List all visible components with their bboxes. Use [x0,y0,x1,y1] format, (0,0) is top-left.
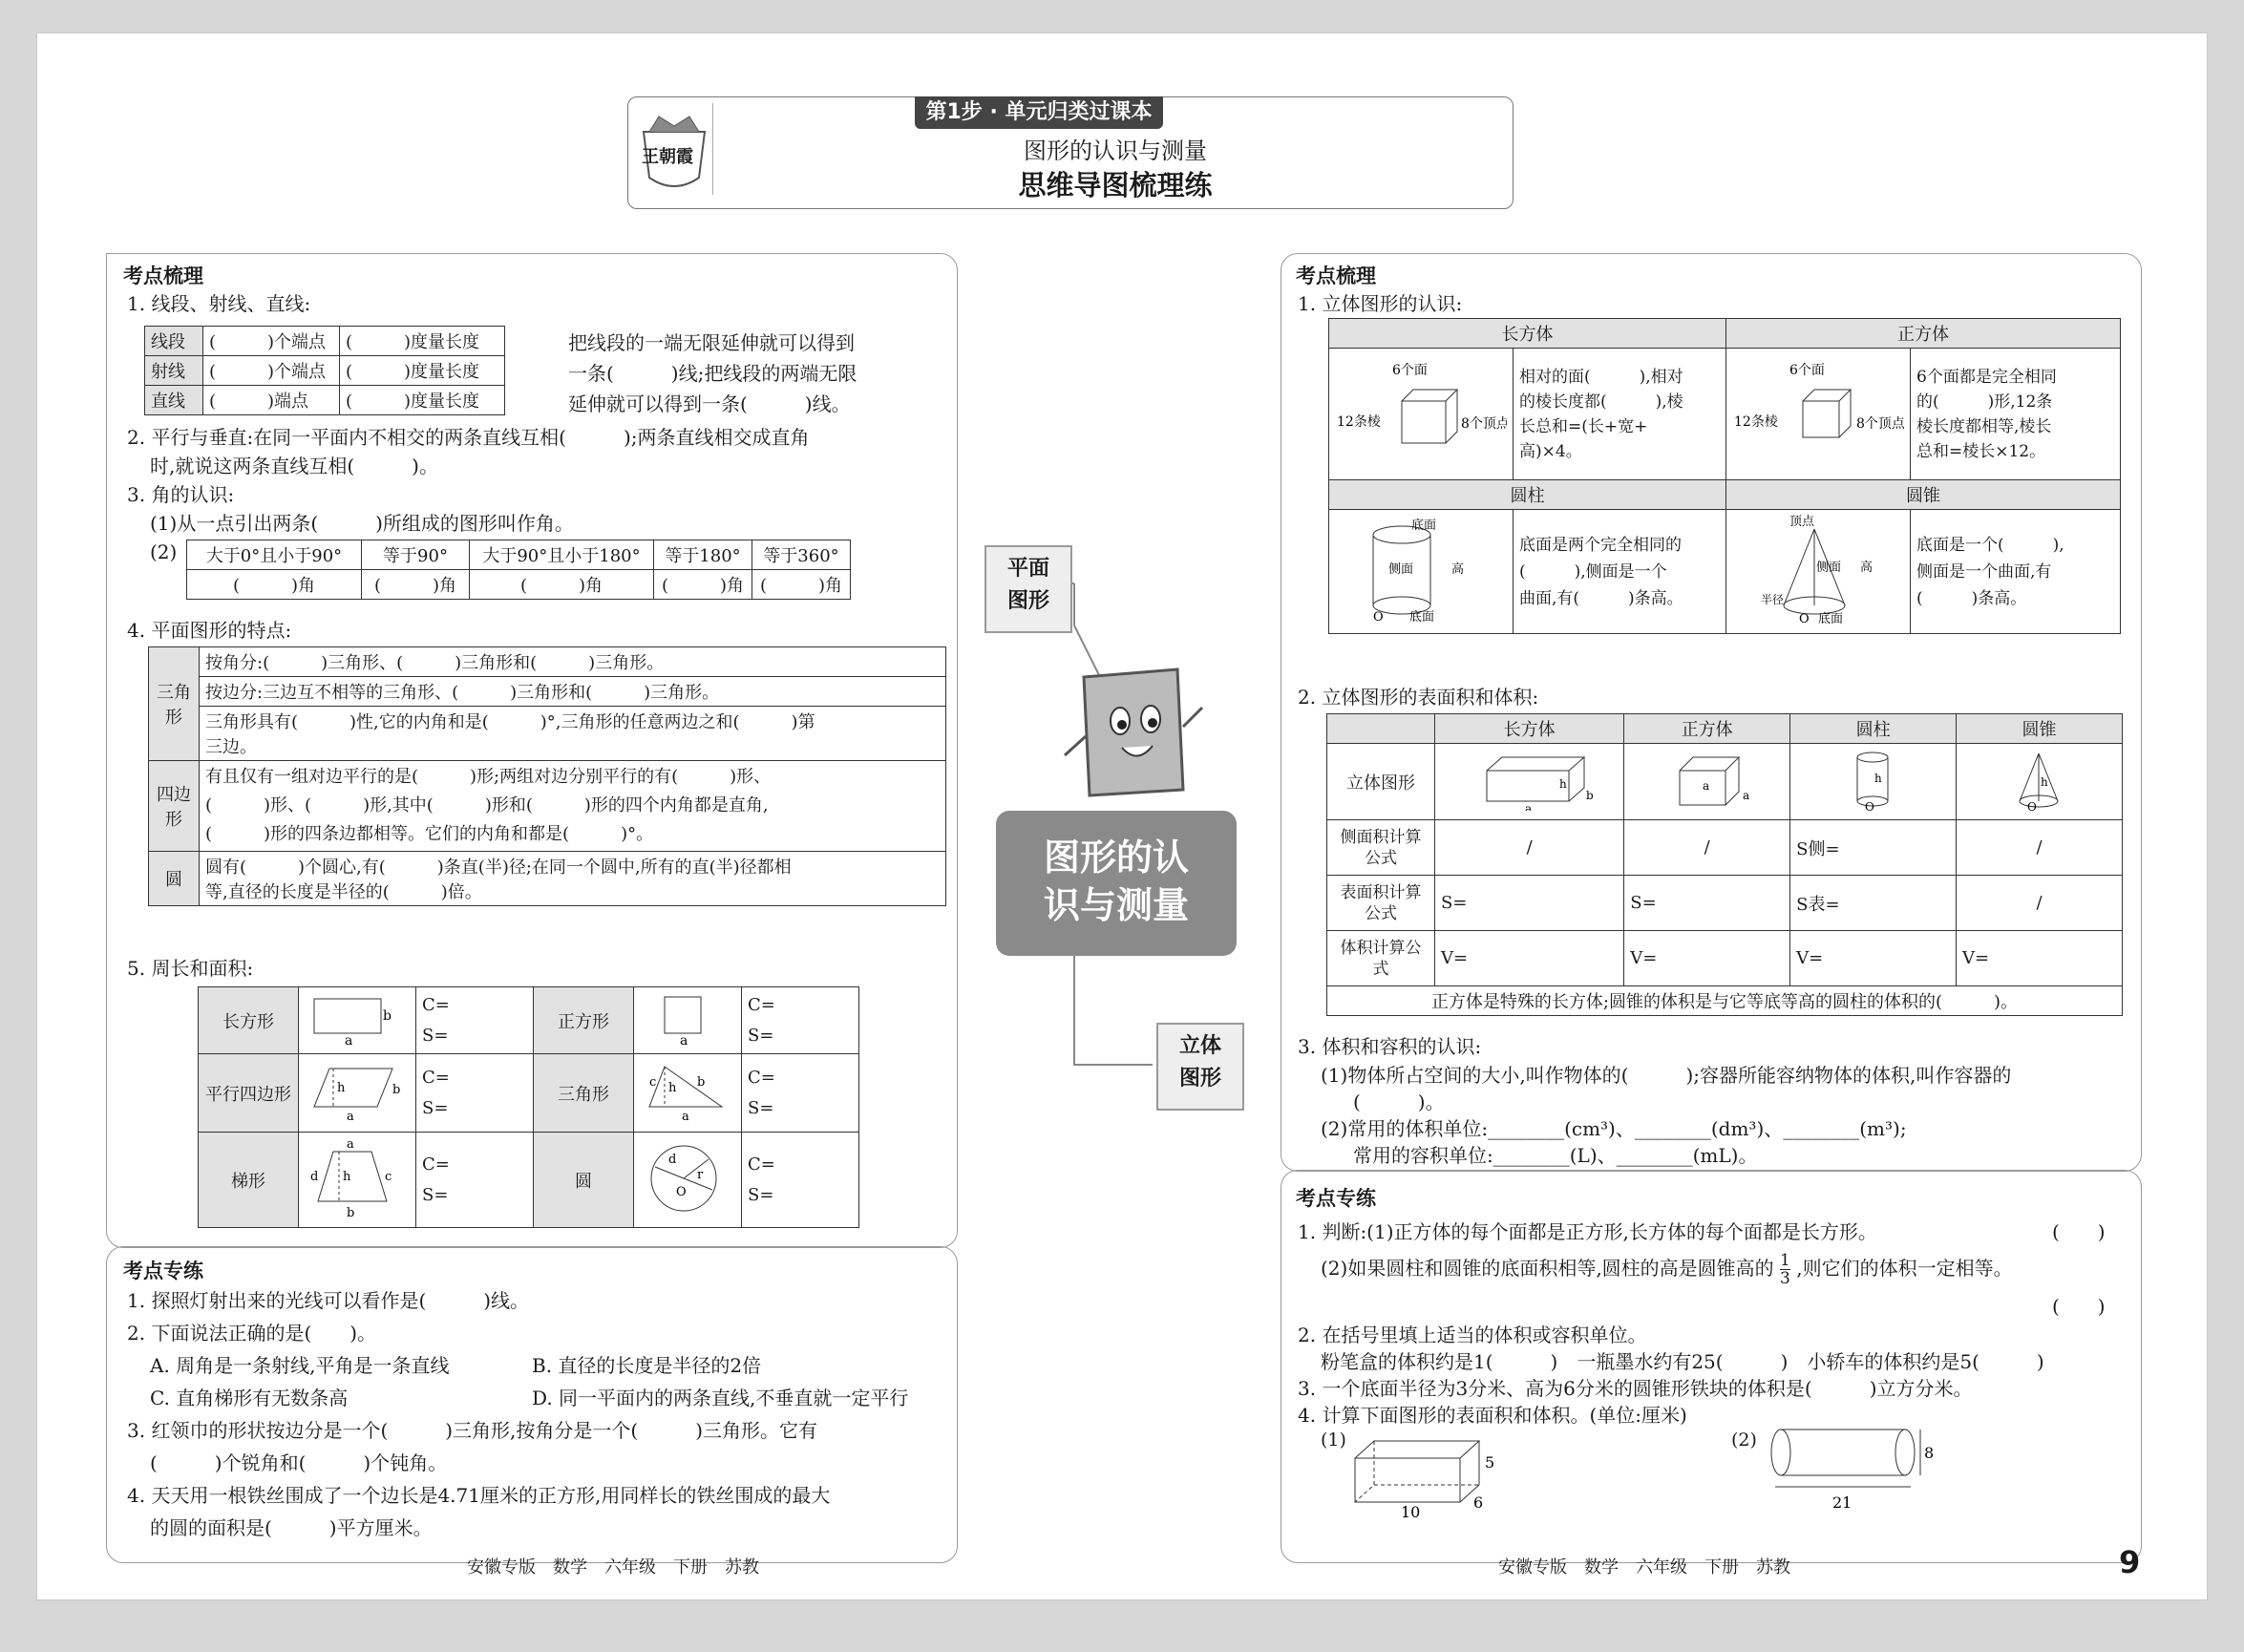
left-q4b: 的圆的面积是( )平方厘米。 [150,1516,433,1539]
formula-row-label: 立体图形 [1327,744,1435,820]
cuboid-desc [1514,349,1726,480]
cone-side: 侧面 [1816,561,1842,575]
shape-name: 梯形 [199,1133,299,1228]
left-q2a: A. 周角是一条射线,平角是一条直线 [150,1354,450,1377]
formula-head-row [1327,714,2123,744]
header-subtitle: 图形的认识与测量 [1024,138,1207,164]
cube-figure-icon [1732,359,1904,464]
formula-table [1326,713,2123,1016]
cone-o: O [1799,612,1810,625]
center-title-box [996,811,1237,956]
svg-text:a: a [1524,802,1532,811]
cyl-bottom-top: 底面 [1411,519,1437,533]
lateral-cell: / [1624,820,1790,876]
solid-head: 正方体 [1726,319,2121,349]
cube-desc [1911,349,2121,480]
rectangle-figure-icon [305,991,400,1045]
fraction-denominator: 3 [1780,1269,1790,1288]
right-q3: 3. 一个底面半径为3分米、高为6分米的圆锥形铁块的体积是( )立方分米。 [1298,1377,1973,1400]
surface-cell: S表= [1790,876,1957,931]
solid-head-row [1329,319,2121,349]
left-q3b: ( )个锐角和( )个钝角。 [150,1451,448,1474]
perimeter-table [198,986,859,1228]
parallelogram-figure-icon [305,1059,400,1122]
shape-name: 正方形 [534,987,634,1054]
left-q2d: D. 同一平面内的两条直线,不垂直就一定平行 [532,1387,909,1409]
solid-head: 圆锥 [1726,480,2121,510]
twelve-edges-label: 12条棱 [1337,414,1381,430]
cube-small-icon [1645,748,1769,811]
quad-l3: ( )形的四条边都相等。它们的内角和都是( )°。 [205,824,654,844]
cyl-height: 高 [1451,562,1465,577]
surface-cell: S= [1435,876,1624,931]
surface-cell: / [1957,876,2123,931]
svg-text:c: c [649,1075,657,1090]
triangle-figure-icon [640,1059,730,1122]
shape-figure [634,1133,742,1228]
svg-text:h: h [2040,775,2048,789]
tri-line-3b: 三边。 [205,737,257,757]
cuboid-figure-icon [1335,359,1507,464]
right-s1: 1. 立体图形的认识: [1298,292,1463,315]
angle-head-row [187,540,851,570]
eight-vertices-label: 8个顶点 [1461,416,1507,432]
formula-row-label: 侧面积计算公式 [1327,820,1435,876]
right-q4: 4. 计算下面图形的表面积和体积。(单位:厘米) [1298,1404,1687,1427]
branch-solid [1156,1023,1244,1111]
formula-c: C= [422,1067,450,1088]
header-step: 第1步 · 单元归类过课本 [925,100,1153,124]
formula-s: S= [748,1025,774,1046]
formula-row [1327,876,2123,931]
cube-desc-l1: 6个面都是完全相同 [1916,367,2057,387]
solid-head: 长方体 [1329,319,1726,349]
formula-s: S= [748,1097,774,1118]
formula-cell [742,987,859,1054]
fig-cell [1624,744,1790,820]
svg-text:a: a [1742,789,1749,802]
left-s2a: 2. 平行与垂直:在同一平面内不相交的两条直线互相( );两条直线相交成直角 [127,426,810,449]
page-sheet [36,32,2208,1600]
cone-desc [1911,510,2121,634]
eight-vertices-label: 8个顶点 [1856,416,1904,432]
quad-l1: 有且仅有一组对边平行的是( )形;两组对边分别平行的有( )形、 [205,767,772,787]
circle-text [200,852,946,906]
cylinder-figure [1329,510,1514,634]
right-s3b: ( )。 [1353,1091,1445,1113]
cube-desc-l4: 总和=棱长×12。 [1916,441,2046,461]
angle-cell: ( )角 [362,570,470,600]
circle-figure-icon [640,1136,730,1218]
line-table-cell: ( )度量长度 [340,327,505,356]
left-s3b: (2) [150,540,178,563]
cuboid-small-icon [1458,748,1601,811]
cuboid-figure [1329,349,1514,480]
svg-text:O: O [1864,800,1874,811]
cone-figure [1726,510,1911,634]
right-kd-title: 考点梳理 [1296,265,1376,287]
formula-cell [416,1133,534,1228]
tri-line: 按边分:三边互不相等的三角形、( )三角形和( )三角形。 [200,677,946,707]
line-side-text [568,328,857,419]
svg-text:d: d [310,1170,319,1184]
svg-text:a: a [347,1137,354,1152]
tri-label: 三角形 [149,647,200,761]
perimeter-row [199,987,859,1054]
svg-text:b: b [347,1206,355,1218]
shape-figure [299,1133,416,1228]
problem-cylinder-figure [1762,1424,1934,1519]
svg-text:a: a [682,1110,689,1122]
branch-plane-l1: 平面 [1006,557,1049,581]
formula-note: 正方体是特殊的长方体;圆锥的体积是与它等底等高的圆柱的体积的( )。 [1327,986,2123,1016]
line-table-row [145,356,505,386]
shape-name: 圆 [534,1133,634,1228]
line-side-l2: 一条( )线;把线段的两端无限 [568,362,857,385]
plane-shape-table [148,646,946,906]
formula-row-label: 体积计算公式 [1327,931,1435,986]
cone-desc-l3: ( )条高。 [1916,588,2027,608]
right-s3c: (2)常用的体积单位:________(cm³)、________(dm³)、________(m³); [1321,1117,1907,1140]
cyl-o: O [1373,610,1384,625]
footer-right: 安徽专版 数学 六年级 下册 苏教 [1498,1557,1790,1578]
left-s4: 4. 平面图形的特点: [127,619,292,642]
angle-cell: ( )角 [752,570,851,600]
shape-name: 三角形 [534,1054,634,1133]
cyl-desc-l2: ( ),侧面是一个 [1519,561,1667,582]
formula-s: S= [422,1184,449,1205]
formula-row [1327,931,2123,986]
line-table-cell: 直线 [145,386,203,415]
svg-text:b: b [1585,789,1594,802]
right-q1b [1321,1252,2013,1287]
cone-small-icon [1978,748,2102,811]
cone-desc-l2: 侧面是一个曲面,有 [1916,561,2052,582]
right-s3: 3. 体积和容积的认识: [1298,1035,1482,1058]
svg-text:a: a [345,1033,353,1045]
formula-row [1327,820,2123,876]
angle-head: 等于180° [654,540,752,570]
formula-c: C= [748,1067,775,1088]
dim-10: 10 [1401,1503,1421,1519]
branch-solid-l1: 立体 [1178,1034,1221,1058]
svg-text:a: a [347,1110,354,1122]
angle-head: 大于0°且小于90° [187,540,362,570]
right-q2: 2. 在括号里填上适当的体积或容积单位。 [1298,1324,1647,1346]
left-zl-title: 考点专练 [123,1260,203,1282]
right-q1-paren-2: ( ) [2052,1295,2106,1318]
cylinder-figure-icon [1335,514,1507,625]
line-table [144,326,505,415]
circle-l2: 等,直径的长度是半径的( )倍。 [205,882,482,902]
shape-name: 平行四边形 [199,1054,299,1133]
dim-21: 21 [1832,1493,1852,1512]
svg-text:b: b [392,1083,400,1097]
formula-head: 长方体 [1435,714,1624,744]
svg-text:O: O [676,1185,687,1199]
right-s2: 2. 立体图形的表面积和体积: [1298,686,1539,709]
angle-head: 等于360° [752,540,851,570]
cylinder-desc [1514,510,1726,634]
tri-line-3a: 三角形具有( )性,它的内角和是( )°,三角形的任意两边之和( )第 [205,712,815,732]
svg-text:h: h [668,1081,677,1095]
fig1-label: (1) [1321,1430,1346,1451]
solid-row [1329,510,2121,634]
right-q1c-text: ,则它们的体积一定相等。 [1796,1257,2013,1280]
volume-cell: V= [1624,931,1790,986]
formula-corner [1327,714,1435,744]
formula-head: 圆柱 [1790,714,1957,744]
fig-cell [1957,744,2123,820]
svg-text:h: h [343,1170,351,1184]
right-zl-title: 考点专练 [1296,1187,1376,1210]
branch-solid-l2: 图形 [1178,1067,1221,1091]
left-q3a: 3. 红领巾的形状按边分是一个( )三角形,按角分是一个( )三角形。它有 [127,1419,818,1442]
tri-line: 按角分:( )三角形、( )三角形和( )三角形。 [200,647,946,677]
shape-figure [299,987,416,1054]
formula-c: C= [748,1154,775,1175]
quad-l2: ( )形、( )形,其中( )形和( )形的四个内角都是直角, [205,795,769,815]
left-q2: 2. 下面说法正确的是( )。 [127,1322,377,1345]
svg-text:r: r [697,1168,704,1182]
cone-height: 高 [1860,561,1874,575]
solid-row [1329,349,2121,480]
dim-8: 8 [1924,1444,1934,1462]
shape-figure [299,1054,416,1133]
left-q2b: B. 直径的长度是半径的2倍 [532,1354,762,1377]
solid-table [1328,318,2121,634]
formula-head: 正方体 [1624,714,1790,744]
branch-plane [984,545,1072,633]
cube-desc-l3: 棱长度都相等,棱长 [1916,416,2052,436]
right-s3d: 常用的容积单位:________(L)、________(mL)。 [1353,1144,1758,1167]
left-s3: 3. 角的认识: [127,483,235,506]
lateral-cell: S侧= [1790,820,1957,876]
dim-5: 5 [1485,1453,1495,1472]
left-q4a: 4. 天天用一根铁丝围成了一个边长是4.71厘米的正方形,用同样长的铁丝围成的最大 [127,1484,831,1507]
cone-apex: 顶点 [1789,515,1815,529]
angle-cell: ( )角 [470,570,654,600]
cube-desc-l2: 的( )形,12条 [1916,392,2053,412]
left-s3a: (1)从一点引出两条( )所组成的图形叫作角。 [150,512,574,535]
line-table-cell: ( )端点 [203,386,340,415]
cyl-side: 侧面 [1388,562,1414,577]
branch-plane-l2: 图形 [1006,589,1049,613]
circle-label: 圆 [149,852,200,906]
footer-left: 安徽专版 数学 六年级 下册 苏教 [467,1557,759,1578]
formula-c: C= [422,994,450,1015]
surface-cell: S= [1624,876,1790,931]
formula-cell [742,1133,859,1228]
line-table-cell: ( )度量长度 [340,386,505,415]
cube-figure [1726,349,1911,480]
tri-row [149,647,946,677]
perimeter-row [199,1054,859,1133]
left-s1: 1. 线段、射线、直线: [127,292,311,315]
left-q1: 1. 探照灯射出来的光线可以看作是( )线。 [127,1289,530,1312]
cone-figure-icon [1732,514,1904,625]
lateral-cell: / [1957,820,2123,876]
volume-cell: V= [1435,931,1624,986]
left-s2b: 时,就说这两条直线互相( )。 [150,455,438,477]
tri-row [149,677,946,707]
center-title-l1: 图形的认 [1043,837,1189,879]
svg-text:a: a [680,1033,688,1045]
formula-head: 圆锥 [1957,714,2123,744]
cone-desc-l1: 底面是一个( ), [1916,535,2064,555]
line-table-cell: 射线 [145,356,203,386]
tri-line [200,707,946,761]
cone-bottom: 底面 [1818,612,1844,625]
quad-label: 四边形 [149,761,200,852]
cyl-bottom: 底面 [1409,610,1435,625]
svg-text:c: c [385,1170,392,1184]
quad-row [149,761,946,852]
mascot-icon [1051,641,1223,813]
formula-c: C= [748,994,775,1015]
logo-text: 王朝霞 [642,147,693,167]
formula-cell [416,1054,534,1133]
formula-s: S= [748,1184,774,1205]
svg-text:a: a [1702,779,1709,793]
cuboid-desc-l4: 高)×4。 [1519,441,1582,461]
line-side-l1: 把线段的一端无限延伸就可以得到 [568,331,855,354]
formula-s: S= [422,1097,449,1118]
shape-figure [634,1054,742,1133]
svg-text:h: h [1558,777,1567,791]
circle-row [149,852,946,906]
svg-text:b: b [697,1075,706,1090]
center-title-l2: 识与测量 [1043,884,1189,926]
svg-text:d: d [668,1153,677,1167]
line-table-row [145,386,505,415]
square-figure-icon [640,991,726,1045]
angle-cell: ( )角 [187,570,362,600]
right-q1b-text: (2)如果圆柱和圆锥的底面积相等,圆柱的高是圆锥高的 [1321,1257,1774,1280]
angle-table [186,540,851,600]
left-kd-title: 考点梳理 [123,265,203,287]
line-table-cell: ( )个端点 [203,327,340,356]
cylinder-small-icon [1811,748,1936,811]
formula-cell [416,987,534,1054]
angle-head: 等于90° [362,540,470,570]
page-number: 9 [2119,1544,2141,1580]
cuboid-desc-l2: 的棱长度都( ),棱 [1519,392,1683,412]
svg-text:h: h [1874,772,1882,785]
fraction [1780,1252,1790,1287]
quad-text [200,761,946,852]
formula-c: C= [422,1154,450,1175]
trapezoid-figure-icon [305,1136,400,1218]
volume-cell: V= [1790,931,1957,986]
cyl-desc-l1: 底面是两个完全相同的 [1519,535,1682,555]
angle-cell: ( )角 [654,570,752,600]
header-title: 思维导图梳理练 [1018,169,1213,201]
angle-cell-row [187,570,851,600]
line-side-l3: 延伸就可以得到一条( )线。 [568,392,851,415]
line-table-cell: ( )个端点 [203,356,340,386]
shape-name: 长方形 [199,987,299,1054]
formula-row [1327,744,2123,820]
cyl-desc-l3: 曲面,有( )条高。 [1519,588,1683,608]
fraction-numerator: 1 [1780,1251,1790,1270]
formula-cell [742,1054,859,1133]
six-faces-label: 6个面 [1789,363,1825,378]
circle-l1: 圆有( )个圆心,有( )条直(半)径;在同一个圆中,所有的直(半)径都相 [205,858,792,878]
svg-text:b: b [383,1008,392,1024]
svg-text:h: h [337,1081,346,1095]
lateral-cell: / [1435,820,1624,876]
problem-cuboid-figure [1345,1424,1517,1519]
fig2-label: (2) [1731,1430,1757,1451]
line-table-cell: ( )度量长度 [340,356,505,386]
svg-text:O: O [2026,800,2037,811]
solid-head: 圆柱 [1329,480,1726,510]
right-q1: 1. 判断:(1)正方体的每个面都是正方形,长方体的每个面都是长方形。 [1298,1220,1877,1243]
solid-head-row [1329,480,2121,510]
right-s3a: (1)物体所占空间的大小,叫作物体的( );容器所能容纳物体的体积,叫作容器的 [1321,1064,2012,1087]
angle-head: 大于90°且小于180° [470,540,654,570]
dim-6: 6 [1473,1493,1484,1512]
right-q2a: 粉笔盒的体积约是1( ) 一瓶墨水约有25( ) 小轿车的体积约是5( ) [1321,1350,2044,1373]
twelve-edges-label: 12条棱 [1734,414,1778,430]
volume-cell: V= [1957,931,2123,986]
perimeter-row [199,1133,859,1228]
fig-cell [1435,744,1624,820]
left-s5: 5. 周长和面积: [127,957,254,980]
shape-figure [634,987,742,1054]
line-table-row [145,327,505,356]
formula-s: S= [422,1025,449,1046]
cuboid-desc-l1: 相对的面( ),相对 [1519,367,1683,387]
tri-row [149,707,946,761]
cuboid-desc-l3: 长总和=(长+宽+ [1519,416,1648,436]
left-q2c: C. 直角梯形有无数条高 [150,1387,349,1409]
formula-note-row [1327,986,2123,1016]
six-faces-label: 6个面 [1392,363,1428,378]
cone-radius: 半径 [1761,593,1785,606]
formula-row-label: 表面积计算公式 [1327,876,1435,931]
line-table-cell: 线段 [145,327,203,356]
right-q1-paren-1: ( ) [2052,1220,2106,1243]
fig-cell [1790,744,1957,820]
